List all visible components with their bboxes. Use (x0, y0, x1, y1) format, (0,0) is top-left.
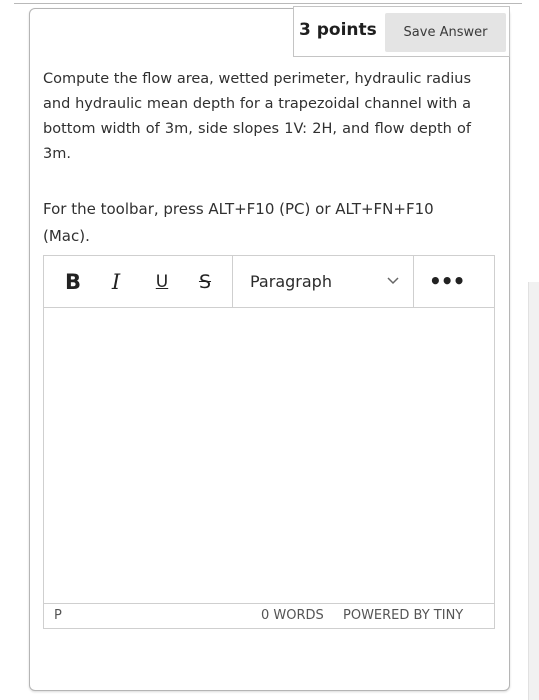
powered-by-link[interactable]: POWERED BY TINY (343, 608, 464, 623)
save-answer-button[interactable]: Save Answer (385, 13, 506, 52)
points-label: 3 points (299, 20, 377, 40)
editor-content-area[interactable] (44, 307, 494, 605)
question-text: Compute the flow area, wetted perimeter, hydraulic radius and hydraulic mean depth for a trapezoidal channel with a bottom width of 3m, side slopes 1V: 2H, and flow depth of 3m. (43, 71, 471, 162)
word-count[interactable]: 0 WORDS (261, 608, 324, 623)
element-path[interactable]: P (54, 608, 62, 623)
toolbar-instructions: For the toolbar, press ALT+F10 (PC) or ALT+FN+F10 (Mac). (43, 200, 434, 245)
toolbar-divider (413, 256, 414, 307)
editor-statusbar (44, 603, 494, 628)
rich-text-editor (43, 255, 495, 629)
underline-button[interactable]: U (155, 272, 169, 292)
more-options-icon[interactable]: ••• (429, 269, 465, 293)
page-scrollbar[interactable] (528, 282, 539, 700)
toolbar-divider (232, 256, 233, 307)
italic-button[interactable]: I (111, 270, 121, 294)
question-header (293, 6, 510, 57)
strikethrough-button[interactable]: S (198, 271, 212, 293)
previous-card-edge (14, 0, 522, 4)
editor-toolbar (44, 256, 494, 308)
chevron-down-icon (384, 272, 402, 290)
block-format-value: Paragraph (250, 272, 332, 291)
bold-button[interactable]: B (64, 270, 81, 294)
